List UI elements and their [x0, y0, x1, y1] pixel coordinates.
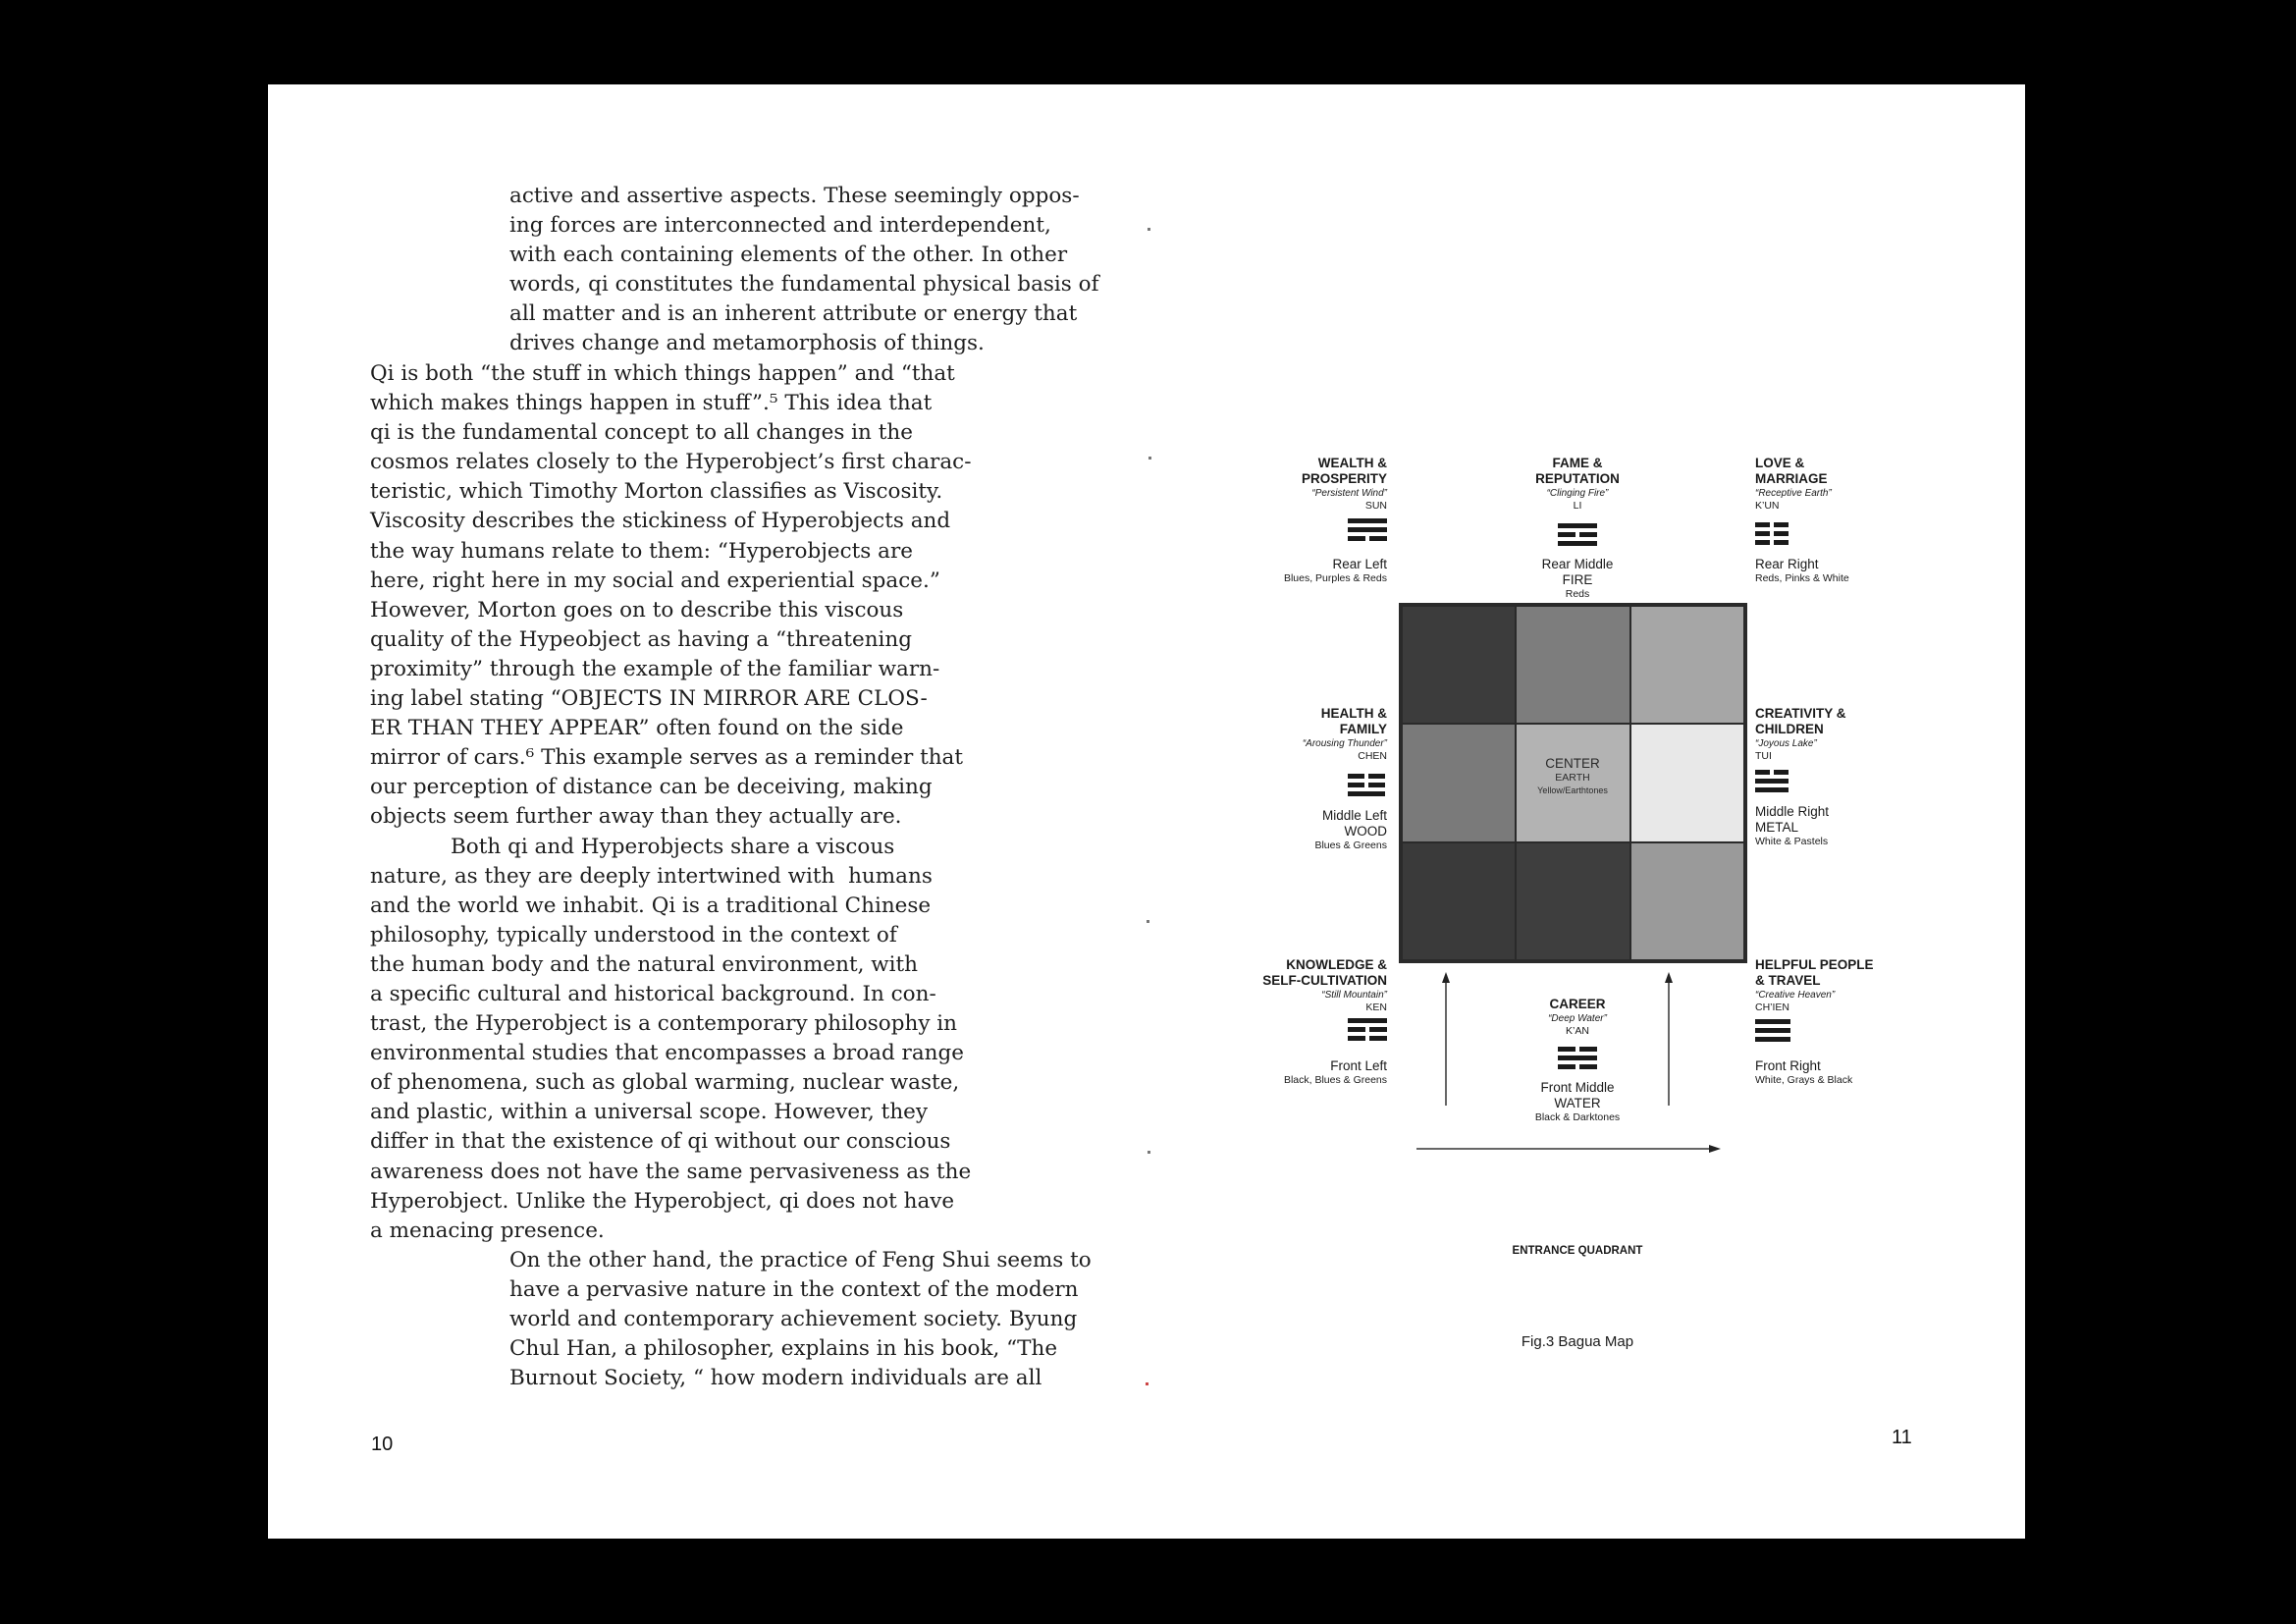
horizontal-double-arrow-icon	[1416, 1145, 1721, 1153]
page-number-right: 11	[1892, 1427, 1912, 1448]
text-line: our perception of distance can be deceiving, making	[370, 775, 933, 800]
bagua-grid-cell	[1630, 842, 1744, 960]
text-line: philosophy, typically understood in the context of	[370, 922, 897, 947]
trigram-chien-icon	[1755, 1019, 1790, 1046]
text-line: Hyperobject. Unlike the Hyperobject, qi does not have	[370, 1188, 955, 1214]
trigram-chen-icon	[1348, 774, 1385, 800]
text-line: which makes things happen in stuff”.⁵ This idea that	[370, 391, 933, 416]
text-line: objects seem further away than they actually are.	[370, 804, 902, 830]
text-line: environmental studies that encompasses a broad range	[370, 1041, 964, 1066]
text-line: nature, as they are deeply intertwined with humans	[370, 863, 933, 889]
scan-speck	[1147, 920, 1149, 923]
paragraph-indented-bottom	[509, 1246, 1092, 1393]
knowledge-position: Front Left Black, Blues & Greens	[1283, 1058, 1387, 1086]
left-up-arrow-icon	[1442, 972, 1450, 1106]
text-line: qi is the fundamental concept to all changes in the	[370, 420, 913, 446]
bagua-grid-cell	[1402, 724, 1516, 841]
text-line: active and assertive aspects. These seemingly oppos-	[509, 184, 1080, 208]
book-spread	[268, 84, 2025, 1539]
text-line: differ in that the existence of qi without our conscious	[370, 1129, 951, 1155]
text-line: Qi is both “the stuff in which things happen” and “that	[370, 361, 955, 386]
bagua-grid-cell	[1630, 724, 1744, 841]
career-position: Front Middle WATER Black & Darktones	[1534, 1080, 1621, 1123]
fame-position: Rear Middle FIRE Reds	[1541, 557, 1614, 600]
knowledge-label: KNOWLEDGE & SELF-CULTIVATION “Still Mountain” KEN	[1262, 957, 1387, 1013]
love-position: Rear Right Reds, Pinks & White	[1755, 557, 1849, 584]
helpful-people-position: Front Right White, Grays & Black	[1755, 1058, 1853, 1086]
text-line: ing forces are interconnected and interdependent,	[509, 213, 1051, 239]
scan-speck	[1148, 228, 1150, 231]
wealth-label: WEALTH & PROSPERITY “Persistent Wind” SUN	[1301, 456, 1387, 512]
text-line: have a pervasive nature in the context of the modern	[509, 1277, 1079, 1303]
text-line: a menacing presence.	[370, 1218, 605, 1243]
text-line: the way humans relate to them: “Hyperobjects are	[370, 538, 913, 564]
trigram-ken-icon	[1348, 1018, 1387, 1045]
creativity-label: CREATIVITY & CHILDREN “Joyous Lake” TUI	[1755, 706, 1846, 762]
text-line: Chul Han, a philosopher, explains in his book, “The	[509, 1336, 1058, 1362]
health-label: HEALTH & FAMILY “Arousing Thunder” CHEN	[1302, 706, 1387, 762]
text-line: all matter and is an inherent attribute or energy that	[509, 301, 1078, 327]
bagua-grid-cell	[1516, 842, 1629, 960]
text-line: words, qi constitutes the fundamental physical basis of	[509, 272, 1099, 298]
text-line: drives change and metamorphosis of things.	[509, 331, 985, 356]
text-line: Viscosity describes the stickiness of Hyperobjects and	[370, 509, 951, 534]
text-line: a specific cultural and historical background. In con-	[370, 981, 936, 1006]
text-line: However, Morton goes on to describe this viscous	[370, 597, 904, 623]
paragraph-indented-top	[509, 182, 1099, 359]
text-line: trast, the Hyperobject is a contemporary philosophy in	[370, 1011, 958, 1037]
right-up-arrow-icon	[1665, 972, 1673, 1106]
wealth-position: Rear Left Blues, Purples & Reds	[1283, 557, 1387, 584]
trigram-tui-icon	[1755, 770, 1789, 796]
bagua-grid-cell	[1630, 606, 1744, 724]
text-line: Both qi and Hyperobjects share a viscous	[370, 834, 895, 859]
text-line: and the world we inhabit. Qi is a traditional Chinese	[370, 893, 932, 918]
bagua-grid-cell	[1516, 606, 1629, 724]
scan-speck	[1146, 1382, 1148, 1385]
entrance-arrows	[1416, 968, 1750, 1184]
trigram-li-icon	[1558, 523, 1597, 550]
creativity-position: Middle Right METAL White & Pastels	[1755, 804, 1830, 847]
text-line: of phenomena, such as global warming, nuclear waste,	[370, 1070, 960, 1096]
scan-speck	[1148, 457, 1151, 460]
text-line: Burnout Society, “ how modern individuals are all	[509, 1366, 1042, 1391]
text-line: ER THAN THEY APPEAR” often found on the side	[370, 716, 904, 741]
text-line: proximity” through the example of the familiar warn-	[370, 656, 940, 681]
text-line: awareness does not have the same pervasiveness as the	[370, 1159, 972, 1184]
text-line: world and contemporary achievement society. Byung	[509, 1307, 1078, 1332]
love-label: LOVE & MARRIAGE “Receptive Earth” K’UN	[1755, 456, 1832, 512]
text-line: and plastic, within a universal scope. However, they	[370, 1100, 929, 1125]
text-line: quality of the Hypeobject as having a “threatening	[370, 626, 913, 652]
text-line: teristic, which Timothy Morton classifies as Viscosity.	[370, 479, 943, 505]
trigram-sun-icon	[1348, 518, 1387, 545]
text-line: ing label stating “OBJECTS IN MIRROR ARE CLOS-	[370, 686, 928, 712]
text-line: with each containing elements of the other. In other	[509, 243, 1068, 268]
page-number-left: 10	[371, 1434, 394, 1455]
entrance-quadrant-label: ENTRANCE QUADRANT	[1512, 1245, 1643, 1257]
bagua-grid-cell	[1402, 842, 1516, 960]
fame-label: FAME & REPUTATION “Clinging Fire” LI	[1535, 456, 1620, 512]
paragraph-main	[370, 359, 971, 1246]
center-label: CENTER EARTH Yellow/Earthtones	[1537, 756, 1608, 795]
text-line: cosmos relates closely to the Hyperobject’s first charac-	[370, 450, 972, 475]
helpful-people-label: HELPFUL PEOPLE & TRAVEL “Creative Heaven” CH’IEN	[1755, 957, 1874, 1013]
scan-speck	[1148, 1151, 1150, 1154]
career-label: CAREER “Deep Water” K’AN	[1548, 997, 1607, 1037]
text-line: On the other hand, the practice of Feng Shui seems to	[509, 1248, 1092, 1272]
trigram-kun-icon	[1755, 522, 1789, 549]
text-line: mirror of cars.⁶ This example serves as a reminder that	[370, 745, 964, 771]
text-line: here, right here in my social and experiential space.”	[370, 568, 940, 593]
figure-caption: Fig.3 Bagua Map	[1521, 1333, 1634, 1350]
health-position: Middle Left WOOD Blues & Greens	[1314, 808, 1387, 851]
bagua-grid-cell	[1402, 606, 1516, 724]
text-line: the human body and the natural environment, with	[370, 951, 919, 977]
